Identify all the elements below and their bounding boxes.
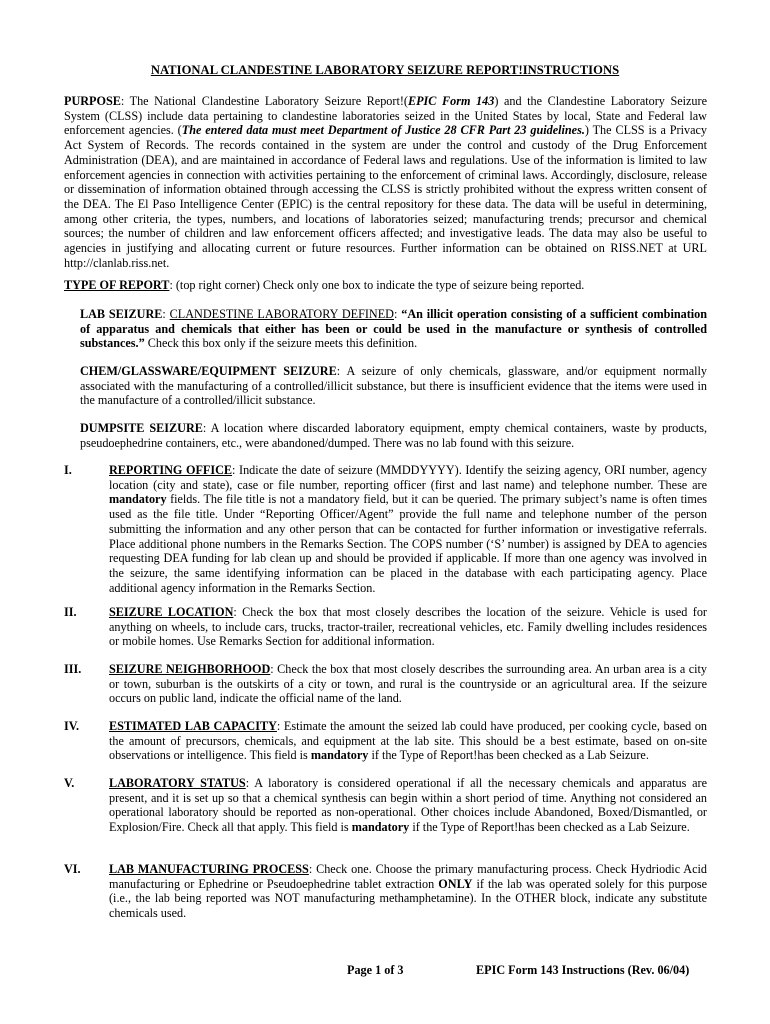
purpose-paragraph (64, 94, 707, 270)
lab-seizure-paragraph (80, 307, 707, 351)
purpose-text-3: ) The CLSS is a Privacy Act System of Records. The records contained in the system are under the control and custody of the Drug Enforcement Administration (DEA), and are maintained in accordance of Federal laws and regulations. Use of the information is limited to law enforcement agencies in connection with activities pertaining to the enforcement of criminal laws. Accordingly, disclosure, release or dissemination of information obtained through accessing the CLSS is strictly prohibited without the express written consent of the DEA. The El Paso Intelligence Center (EPIC) is the central repository for these data. The data will be useful in determining, among other criteria, the types, numbers, and locations of laboratories seized; manufacturing trends; precursor and chemical sources; the number of children and law enforcement officers affected; and investigative leads. The data may also be useful to agencies in justifying and allocating current or future resources. Further information can be obtained on RISS.NET at URL http://clanlab.riss.net. (64, 123, 708, 270)
lab-seizure-text: Check this box only if the seizure meets this definition. (144, 336, 418, 351)
clandestine-lab-defined: CLANDESTINE LABORATORY DEFINED (169, 307, 394, 321)
section-text-1: : Check the box that most closely describes the surrounding area. An urban area is a city or town, suburban is the outskirts of a city or town, and rural is the countryside or an agricultural area. If the seizure occurs on public land, indicate the official name of the land. (109, 662, 708, 706)
section-number: I. (64, 463, 72, 477)
purpose-text-1: : The National Clandestine Laboratory Seizure Report!( (120, 94, 408, 108)
section-text-1: : Estimate the amount the seized lab could have produced, per cooking cycle, based on the amount of precursors, chemicals, and equipment at the lab site. This should be a best estimate, based on on-site observations or intelligence. This field is (109, 719, 708, 763)
section-lab-manufacturing-process (64, 862, 707, 921)
section-number: VI. (64, 862, 81, 876)
cfr-guideline-note: The entered data must meet Department of Justice 28 CFR Part 23 guidelines. (181, 123, 585, 138)
type-of-report-text: : (top right corner) Check only one box to indicate the type of seizure being reported. (169, 278, 585, 292)
lab-seizure-label: LAB SEIZURE (80, 307, 163, 321)
section-number: III. (64, 662, 82, 676)
form-reference: EPIC Form 143 (407, 94, 495, 108)
dumpsite-text: : A location where discarded laboratory equipment, empty chemical containers, waste by products, pseudoephedrine containers, etc., were abandoned/dumped. There was no lab found with this seizure. (80, 421, 707, 450)
section-seizure-neighborhood (64, 662, 707, 706)
section-estimated-lab-capacity (64, 719, 707, 763)
section-reporting-office (64, 463, 707, 595)
section-number: V. (64, 776, 75, 790)
section-text-2: if the Type of Report!has been checked as a Lab Seizure. (409, 820, 690, 835)
chem-seizure-text: : A seizure of only chemicals, glassware, and/or equipment normally associated with the manufacturing of a controlled/illicit substance, but there is insufficient evidence that the items were used in the manufacture of a controlled/illicit substance. (80, 364, 707, 408)
type-of-report-label: TYPE OF REPORT (64, 278, 170, 292)
section-text-2: if the Type of Report!has been checked as a Lab Seizure. (368, 748, 649, 763)
section-heading: REPORTING OFFICE (109, 463, 233, 477)
section-number: IV. (64, 719, 80, 733)
section-number: II. (64, 605, 77, 619)
only-word: ONLY (438, 876, 473, 891)
section-text-2: fields. The file title is not a mandatory field, but it can be queried. The primary subject’s name is often times used as the file title. Under “Reporting Officer/Agent” provide the full name and telephone number of the person submitting the information and any other person that can be contacted for further information or investigative referrals. Place additional phone numbers in the Remarks Section. The COPS number (‘S’ number) is assigned by DEA to agencies requesting DEA funding for lab clean up and should be provided if applicable. If more than one agency was involved in the seizure, the same identifying information can be placed in the database with each participating agency. Place additional agency information in the Remarks Section. (109, 492, 707, 595)
lab-seizure-colon-2: : (393, 307, 402, 321)
section-seizure-location (64, 605, 707, 649)
mandatory-word: mandatory (351, 820, 410, 835)
dumpsite-paragraph (80, 421, 707, 450)
section-text-1: : Check the box that most closely describes the location of the seizure. Vehicle is used for anything on wheels, to include cars, trucks, tractor-trailer, recreational vehicles, etc. Family dwelling includes residences or mobile homes. Use Remarks Section for additional information. (109, 605, 707, 649)
section-heading: LABORATORY STATUS (109, 776, 246, 790)
chem-seizure-label: CHEM/GLASSWARE/EQUIPMENT SEIZURE (80, 364, 337, 378)
purpose-text-2: ) and the Clandestine Laboratory Seizure System (CLSS) include data pertaining to clandestine laboratories seized in the United States by local, State and Federal law enforcement agencies. ( (64, 94, 707, 138)
section-heading: LAB MANUFACTURING PROCESS (109, 862, 309, 876)
section-heading: SEIZURE LOCATION (109, 605, 234, 619)
chem-seizure-paragraph (80, 364, 707, 408)
form-revision: EPIC Form 143 Instructions (Rev. 06/04) (476, 963, 690, 977)
dumpsite-label: DUMPSITE SEIZURE (80, 421, 203, 435)
section-heading: SEIZURE NEIGHBORHOOD (109, 662, 271, 676)
section-heading: ESTIMATED LAB CAPACITY (109, 719, 277, 733)
lab-seizure-colon: : (162, 307, 170, 321)
mandatory-word: mandatory (310, 748, 369, 763)
page-number: Page 1 of 3 (347, 963, 404, 977)
document-title: NATIONAL CLANDESTINE LABORATORY SEIZURE REPORT!INSTRUCTIONS (150, 63, 620, 77)
mandatory-word: mandatory (109, 492, 167, 507)
purpose-label: PURPOSE (64, 94, 121, 108)
section-laboratory-status (64, 776, 707, 835)
section-text-1: : Indicate the date of seizure (MMDDYYYY). Identify the seizing agency, ORI number, agency location (city and state), case or file number, reporting officer (first and last name) and telephone number. These are (109, 463, 707, 492)
lab-definition: “An illicit operation consisting of a sufficient combination of apparatus and chemicals that either has been or could be used in the manufacture or synthesis of controlled substances.” (80, 307, 708, 351)
section-text-1: : A laboratory is considered operational if all the necessary chemicals and apparatus are present, and it is set up so that a chemical synthesis can begin within a short period of time. Anything not considered an operational laboratory should be reported as non-operational. Other choices include Abandoned, Boxed/Dismantled, or Explosion/Fire. Check all that apply. This field is (109, 776, 708, 835)
type-of-report-paragraph (64, 278, 707, 293)
section-text-2: if the lab was operated solely for this purpose (i.e., the lab being reported was NOT manufacturing methamphetamine). In the OTHER block, indicate any substitute chemicals used. (109, 876, 707, 921)
section-text-1: : Check one. Choose the primary manufacturing process. Check Hydriodic Acid manufacturing or Ephedrine or Pseudoephedrine tablet extraction (109, 862, 707, 891)
